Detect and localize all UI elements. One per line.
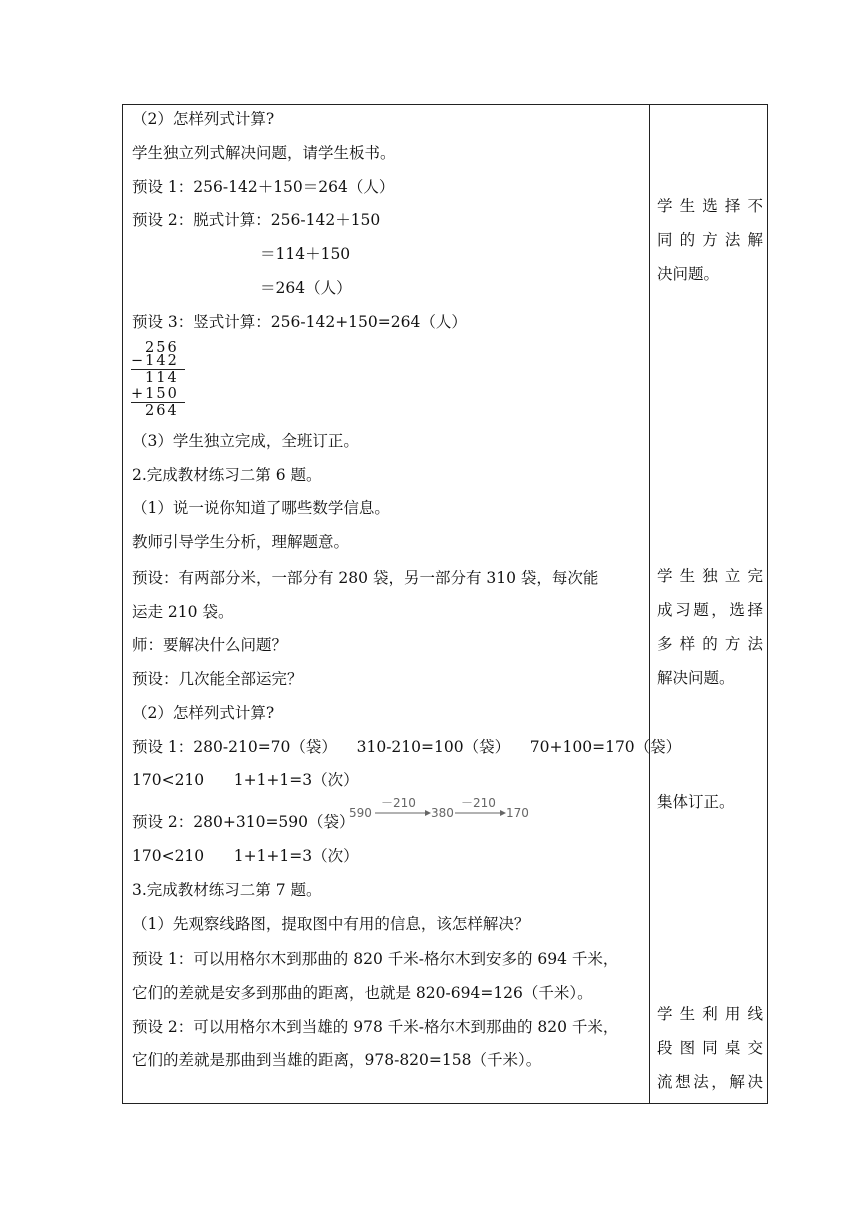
lesson-table [122, 104, 768, 1104]
text-line: 170<210 1+1+1=3（次） [132, 771, 359, 789]
vertical-row: 114 [145, 370, 179, 386]
text-line: 预设 1：256-142＋150＝264（人） [132, 178, 395, 196]
note-line: 同的方法解 [657, 231, 763, 249]
text-line: （1）先观察线路图，提取图中有用的信息，该怎样解决？ [132, 915, 530, 933]
text-line: ＝264（人） [260, 279, 352, 297]
vertical-row: +150 [131, 386, 179, 402]
text-line: （2）怎样列式计算? [132, 110, 275, 128]
text-line: 预设：有两部分米，一部分有 280 袋，另一部分有 310 袋，每次能 [132, 569, 599, 587]
teacher-note [657, 559, 763, 695]
arrow-operation: －210 [461, 798, 496, 810]
text-line: 师：要解决什么问题？ [132, 636, 288, 654]
text-line: 预设 2：脱式计算：256-142＋150 [132, 211, 381, 229]
text-line: 预设 1：280-210=70（袋） 310-210=100（袋） 70+100=170（袋） [132, 738, 682, 756]
text-line: 它们的差就是安多到那曲的距离，也就是 820-694=126（千米）。 [132, 984, 593, 1002]
teacher-note [657, 189, 763, 291]
teacher-note [657, 997, 763, 1099]
column-divider [649, 105, 650, 1103]
note-line: 决问题。 [657, 265, 720, 283]
text-line: 预设 3：竖式计算：256-142+150=264（人） [132, 313, 467, 331]
vertical-row: −142 [131, 353, 179, 369]
note-line: 成习题，选择 [657, 601, 763, 619]
subtraction-arrow-diagram [349, 798, 529, 822]
note-line: 段图同桌交 [657, 1039, 763, 1057]
note-line: 多样的方法 [657, 635, 763, 653]
arrow-number: 590 [349, 806, 372, 820]
text-line: 2.完成教材练习二第 6 题。 [132, 466, 322, 484]
text-line: 学生独立列式解决问题，请学生板书。 [132, 144, 396, 162]
arrow-number: 380 [431, 806, 454, 820]
text-line: （2）怎样列式计算? [132, 704, 275, 722]
note-line: 学生独立完 [657, 567, 763, 585]
text-line: ＝114＋150 [260, 245, 351, 263]
vertical-row: 264 [145, 403, 179, 419]
note-line: 解决问题。 [657, 669, 735, 687]
arrow-operation: －210 [381, 798, 416, 810]
text-line: 预设 2：280+310=590（袋） [132, 813, 355, 831]
note-line: 学生利用线 [657, 1005, 763, 1023]
arrow-number: 170 [506, 806, 529, 820]
text-line: 170<210 1+1+1=3（次） [132, 847, 359, 865]
note-line: 流想法，解决 [657, 1073, 763, 1091]
text-line: 教师引导学生分析，理解题意。 [132, 533, 350, 551]
note-line: 集体订正。 [657, 793, 735, 811]
vertical-row: 256 [145, 340, 179, 356]
text-line: 运走 210 袋。 [132, 603, 234, 621]
note-line: 学生选择不 [657, 197, 763, 215]
text-line: （3）学生独立完成，全班订正。 [132, 432, 359, 450]
text-line: 预设：几次能全部运完？ [132, 670, 303, 688]
text-line: 3.完成教材练习二第 7 题。 [132, 881, 322, 899]
text-line: 它们的差就是那曲到当雄的距离，978-820=158（千米）。 [132, 1051, 542, 1069]
text-line: （1）说一说你知道了哪些数学信息。 [132, 499, 390, 517]
text-line: 预设 2：可以用格尔木到当雄的 978 千米-格尔木到那曲的 820 千米， [132, 1018, 619, 1036]
teacher-note [657, 785, 763, 819]
text-line: 预设 1：可以用格尔木到那曲的 820 千米-格尔木到安多的 694 千米， [132, 950, 619, 968]
